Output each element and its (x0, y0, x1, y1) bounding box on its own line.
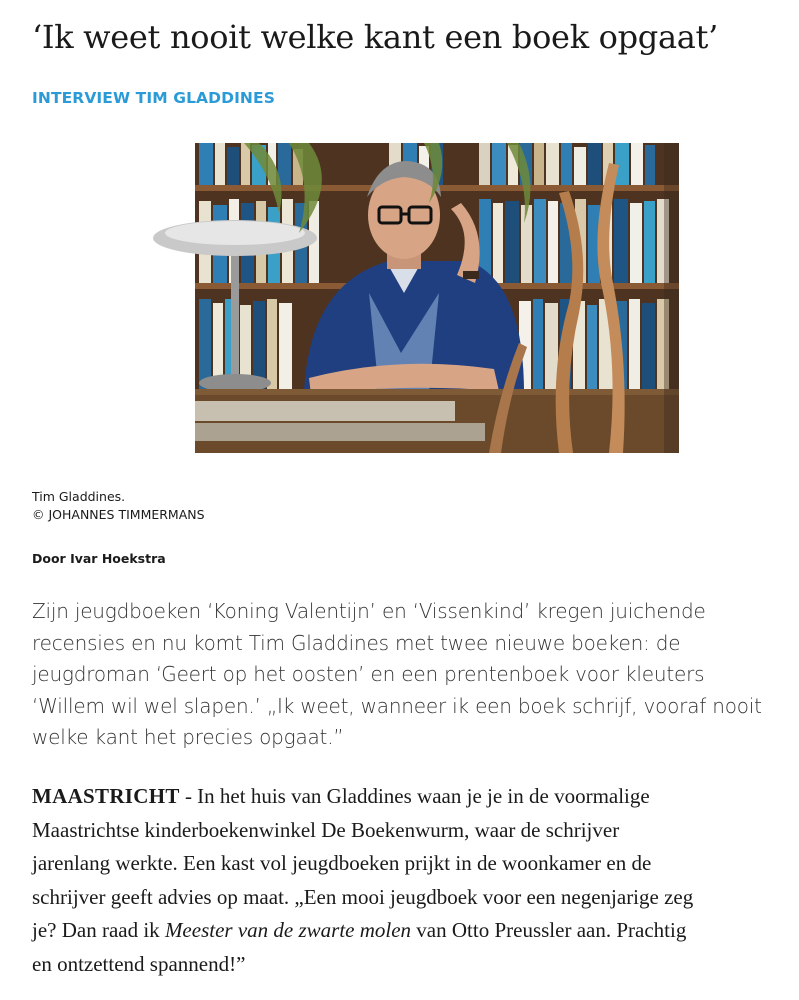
body-line (32, 914, 782, 948)
body-text: - In het huis van Gladdines waan je je in de voormalige (179, 784, 650, 808)
body-line (32, 780, 782, 814)
body-text: je? Dan raad ik (32, 918, 165, 942)
article-kicker[interactable]: INTERVIEW TIM GLADDINES (32, 89, 275, 107)
lead-line: recensies en nu komt Tim Gladdines met twee nieuwe boeken: de (32, 630, 681, 655)
lead-line: ‘Willem wil wel slapen.’ „Ik weet, wanneer ik een boek schrijf, vooraf nooit (32, 693, 762, 718)
photo-credit: © JOHANNES TIMMERMANS (32, 507, 205, 522)
article-photo (139, 143, 679, 453)
body-line: Maastrichtse kinderboekenwinkel De Boekenwurm, waar de schrijver (32, 817, 620, 842)
body-line: en ontzettend spannend!” (32, 951, 246, 976)
lead-line: Zijn jeugdboeken ‘Koning Valentijn’ en ‘Vissenkind’ kregen juichende (32, 599, 706, 623)
lead-line: jeugdroman ‘Geert op het oosten’ en een prentenboek voor kleuters (32, 662, 705, 686)
body-line: jarenlang werkte. Een kast vol jeugdboeken prijkt in de woonkamer en de (32, 851, 652, 875)
article-byline: Door Ivar Hoekstra (32, 551, 166, 566)
body-line: schrijver geeft advies op maat. „Een mooi jeugdboek voor een negenjarige zeg (32, 884, 694, 909)
lead-line: welke kant het precies opgaat.” (32, 725, 344, 749)
body-text: van Otto Preussler aan. Prachtig (411, 918, 687, 942)
article-dateline: MAASTRICHT (32, 784, 180, 808)
photo-caption-text: Tim Gladdines. (32, 489, 126, 504)
article-title: ‘Ik weet nooit welke kant een boek opgaat’ (32, 18, 718, 56)
article-lead (32, 596, 772, 754)
book-title: Meester van de zwarte molen (164, 918, 412, 942)
portrait-photo-illustration (139, 143, 679, 453)
photo-caption (32, 488, 205, 524)
article-body (32, 780, 782, 981)
